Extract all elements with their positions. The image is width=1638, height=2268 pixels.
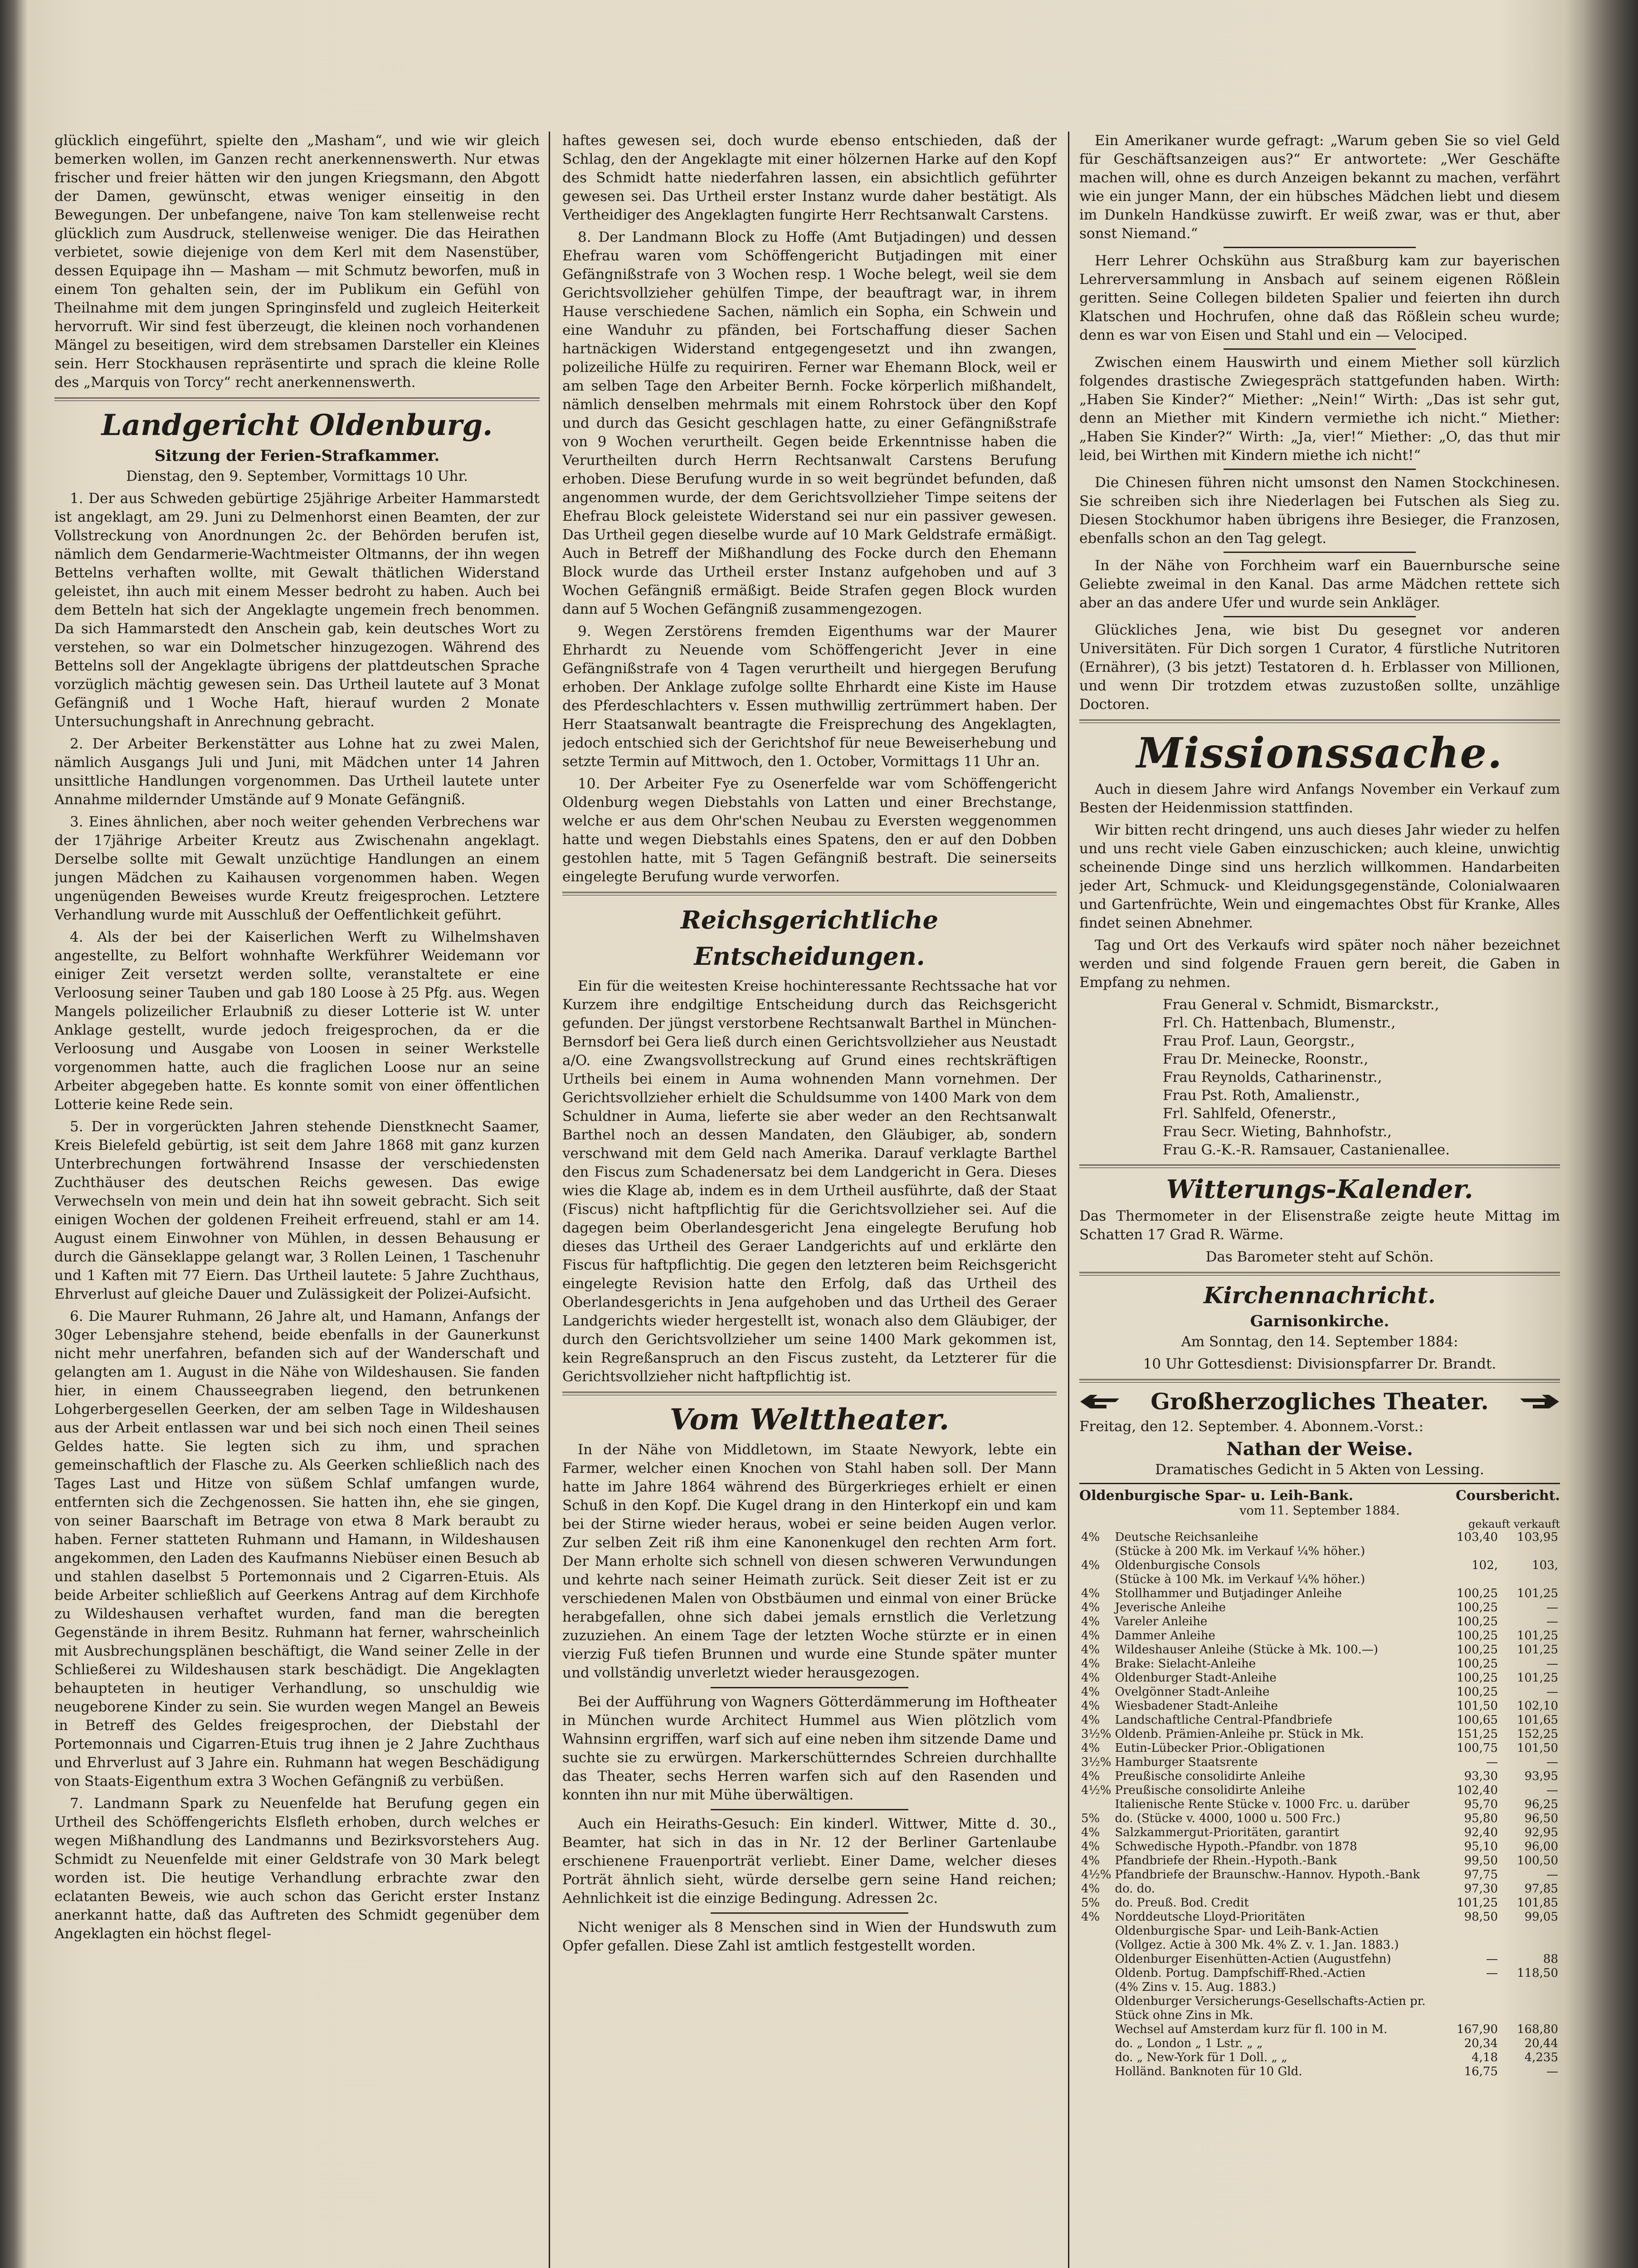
sold-price: — [1546, 1784, 1558, 1797]
address-line: Frau Reynolds, Catharinenstr., [1163, 1069, 1382, 1085]
table-row [1079, 1601, 1560, 1615]
table-row [1079, 1994, 1560, 2023]
security-name: Wiesbadener Stadt-Anleihe [1115, 1699, 1278, 1713]
table-row [1079, 1587, 1560, 1601]
church-service: 10 Uhr Gottesdienst: Divisionspfarrer Dr. Brandt. [1143, 1356, 1497, 1372]
table-row [1079, 2023, 1560, 2037]
column-rule [1068, 132, 1069, 2268]
bought-price [1439, 1994, 1500, 2023]
bought-price: 97,75 [1464, 1868, 1498, 1882]
rate-percent: 4% [1081, 1671, 1100, 1685]
bought-price: 100,25 [1457, 1643, 1498, 1657]
article-text: Die Chinesen führen nicht umsonst den Namen Stockchinesen. Sie schreiben sich ihre Niederlagen bei Futschen als Sieg zu. Diesen Stockhumor haben übrigens ihre Besieger, die Franzosen, ebenfalls schon an den Tag gelegt. [1079, 474, 1560, 547]
sold-price: 101,25 [1517, 1643, 1558, 1657]
article-text: Bei der Aufführung von Wagners Götterdämmerung im Hoftheater in München wurde Architect Hummel aus Wien plötzlich vom Wahnsinn ergriffen, warf sich auf eine neben ihm sitzende Dame und suchte sie zu erwürgen. Markerschütterndes Schreien durchhallte das Theater, sechs Herren warfen sich auf den Rasenden und konnten ihn nur mit Mühe überwältigen. [562, 1694, 1057, 1803]
short-divider [1224, 469, 1416, 470]
bank-name: Oldenburgische Spar- u. Leih-Bank. [1079, 1488, 1354, 1504]
address-line: Frau Secr. Wieting, Bahnhofstr., [1163, 1124, 1392, 1140]
table-row [1079, 1573, 1560, 1587]
address-line: Frau Pst. Roth, Amalienstr., [1163, 1087, 1360, 1104]
table-row [1079, 1966, 1560, 1980]
bought-price [1439, 1545, 1500, 1559]
rate-percent: 4% [1081, 1629, 1100, 1642]
rate-percent [1079, 1545, 1113, 1559]
rate-percent: 4% [1081, 1685, 1100, 1699]
barometer-text: Das Barometer steht auf Schön. [1205, 1249, 1434, 1265]
bought-price: 101,50 [1457, 1699, 1498, 1713]
rate-percent: 4% [1081, 1657, 1100, 1671]
security-name: (Stücke à 200 Mk. im Verkauf ¼% höher.) [1115, 1545, 1365, 1558]
bought-price: 95,80 [1464, 1812, 1498, 1825]
sold-price [1500, 1545, 1560, 1559]
security-name: Oldenb. Prämien-Anleihe pr. Stück in Mk. [1115, 1727, 1364, 1741]
article-text: Zwischen einem Hauswirth und einem Miether soll kürzlich folgendes drastische Zwiegespräch stattgefunden haben. Wirth: „Haben Sie Kinder?“ Miether: „Nein!“ Wirth: „Das ist sehr gut, denn an Miether mit Kindern vermiethe ich nicht.“ Miether: „Haben Sie Kinder?“ Wirth: „Ja, vier!“ Miether: „O, das thut mir leid, bei Wirthen mit Kindern miethe ich nicht!“ [1079, 354, 1560, 464]
church-heading: Kirchennachricht. [1204, 1282, 1436, 1309]
address-line: Frl. Sahlfeld, Ofenerstr., [1163, 1105, 1336, 1122]
column-1 [54, 132, 540, 2268]
rate-percent: 4½% [1081, 1868, 1112, 1882]
theater-header [1079, 1388, 1560, 1415]
sold-price: 96,25 [1524, 1798, 1558, 1811]
case-paragraph: 4. Als der bei der Kaiserlichen Werft zu Wilhelmshaven angestellte, zu Belfort wohnhafte Werkführer Weidemann vor einiger Zeit versetzt werden sollte, veranstaltete er eine Verloosung seiner Tauben und gab 180 Loose à 25 Pfg. aus. Wegen Mangels polizeilicher Erlaubniß zu dieser Lotterie ist W. unter Anklage gestellt, wurde jedoch freigesprochen, da er die Verloosung und Ausgabe von Loosen in seiner Werkstelle vorgenommen hatte, auch die fraglichen Loose nur an seine Arbeiter abgegeben hatte. Es konnte somit von einer öffentlichen Lotterie keine Rede sein. [54, 929, 540, 1113]
security-name: do. (Stücke v. 4000, 1000 u. 500 Frc.) [1115, 1812, 1341, 1825]
rate-percent: 4% [1081, 1910, 1100, 1924]
security-name: do. do. [1115, 1882, 1155, 1896]
sold-price [1500, 1573, 1560, 1587]
sold-price: 96,00 [1524, 1840, 1558, 1853]
bought-price: 20,34 [1464, 2037, 1498, 2050]
security-name: Oldenburger Versicherungs-Gesellschafts-Actien pr. Stück ohne Zins in Mk. [1115, 1994, 1426, 2022]
address-line: Frau G.-K.-R. Ramsauer, Castanienallee. [1163, 1142, 1450, 1158]
sold-price: 97,85 [1524, 1882, 1558, 1896]
column-2 [562, 132, 1057, 2268]
sold-price: 103,95 [1517, 1530, 1558, 1544]
rate-percent: 4% [1081, 1699, 1100, 1713]
section-divider [1079, 1272, 1560, 1276]
security-name: Wechsel auf Amsterdam kurz für fl. 100 in M. [1115, 2023, 1388, 2036]
section-heading: Landgericht Oldenburg. [101, 408, 493, 442]
security-name: Wildeshauser Anleihe (Stücke à Mk. 100.—) [1115, 1643, 1378, 1657]
rate-percent [1079, 1938, 1113, 1952]
theater-date: Freitag, den 12. September. 4. Abonnem.-Vorst.: [1079, 1418, 1424, 1435]
case-paragraph: 10. Der Arbeiter Fye zu Osenerfelde war vom Schöffengericht Oldenburg wegen Diebstahls von Latten und einer Brechstange, welche er aus dem Ohr'schen Neubau zu Eversten weggenommen hatte und wegen Diebstahls eines Spatens, den er auf den Dobben gestohlen hatte, mit 5 Tagen Gefängniß bestraft. Die seinerseits eingelegte Berufung wurde verworfen. [562, 776, 1057, 885]
rate-percent: 4½% [1081, 1784, 1112, 1797]
article-text: In der Nähe von Forchheim warf ein Bauernbursche seine Geliebte zweimal in den Kanal. Das arme Mädchen rettete sich aber an das andere Ufer und wurde sein Ankläger. [1079, 557, 1560, 611]
sold-price: 101,85 [1517, 1896, 1558, 1910]
sold-price: — [1546, 1755, 1558, 1769]
bought-price: 100,25 [1457, 1629, 1498, 1642]
article-text: Herr Lehrer Ochskühn aus Straßburg kam zur bayerischen Lehrerversammlung in Ansbach auf seinem eigenen Rößlein geritten. Seine Collegen bildeten Spalier und feierten ihn durch Klatschen und Hochrufen, ohne daß das Rößlein scheu wurde; denn es war von Eisen und Stahl und ein — Velociped. [1079, 253, 1560, 343]
sold-price: — [1546, 1685, 1558, 1699]
bought-price: 98,50 [1464, 1910, 1498, 1924]
mission-text: Tag und Ort des Verkaufs wird später noch näher bezeichnet werden und sind folgende Frauen gern bereit, die Gaben in Empfang zu nehmen. [1079, 937, 1560, 991]
bought-price [1439, 1938, 1500, 1952]
column-3 [1079, 132, 1560, 2268]
address-line: Frau Dr. Meinecke, Roonstr., [1163, 1051, 1369, 1067]
section-divider [1079, 1164, 1560, 1168]
rate-percent: 4% [1081, 1559, 1100, 1572]
article-text: glücklich eingeführt, spielte den „Masham“, und wie wir gleich bemerken wollen, im Ganzen recht anerkennenswerth. Nur etwas frischer und freier hätten wir den jungen Kriegsmann, den Abgott der Damen, gewünscht, etwas weniger einseitig in den Bewegungen. Der unbefangene, naive Ton kam stellenweise recht glücklich zum Ausdruck, stellenweise weniger. Die das Heirathen verbietet, sowie diejenige von dem Kerl mit dem Nasenstüber, dessen Equipage ihn — Masham — mit Schmutz beworfen, muß in einem Ton gehalten sein, der im Publikum ein Gefühl von Theilnahme mit dem jungen Springinsfeld und zugleich Heiterkeit hervorruft. Wir sind fest überzeugt, die kleinen noch vorhandenen Mängel zu beseitigen, wird dem strebsamen Darsteller ein Kleines sein. Herr Stockhausen repräsentirte und sprach die kleine Rolle des „Marquis von Torcy“ recht anerkennenswerth. [54, 132, 540, 391]
case-paragraph: 3. Eines ähnlichen, aber noch weiter gehenden Verbrechens war der 17jährige Arbeiter Kreutz aus Zwischenahn angeklagt. Derselbe sollte mit Gewalt unzüchtige Handlungen an einem jungen Mädchen zu Kaihausen vorgenommen haben. Wegen ungenügenden Beweises wurde Kreutz freigesprochen. Letztere Verhandlung wurde mit Ausschluß der Oeffentlichkeit geführt. [54, 814, 540, 923]
section-divider [54, 397, 540, 401]
exchange-report-header [1079, 1483, 1560, 1504]
article-text: Ein für die weitesten Kreise hochinteressante Rechtssache hat vor Kurzem ihre endgiltige Entscheidung durch das Reichsgericht gefunden. Der jüngst verstorbene Rechtsanwalt Barthel in München-Bernsdorf bei Gera ließ durch einen Gerichtsvollzieher aus Neustadt a/O. eine Zwangsvollstreckung auf Grund eines rechtskräftigen Urtheils bei einem in Auma wohnenden Mann vornehmen. Der Gerichtsvollzieher erhielt die Schuldsumme von 1400 Mark von dem Schuldner in Auma, lieferte sie aber weder an den Rechtsanwalt Barthel noch an dessen Mandaten, den Gläubiger, ab, sondern verschwand mit dem Geld nach Amerika. Darauf verklagte Barthel den Fiscus zum Schadenersatz bei dem Landgericht in Gera. Dieses wies die Klage ab, indem es in dem Urtheil ausführte, daß der Staat (Fiscus) nicht haftpflichtig für die Gerichtsvollzieher sei. Auf die dagegen beim Oberlandesgericht Jena eingelegte Berufung hob dieses das Urtheil des Geraer Landgerichts auf und erklärte den Fiscus für haftpflichtig. Die gegen den letzteren beim Reichsgericht eingelegte Revision hatte den Erfolg, daß das Urtheil des Oberlandesgerichts in Jena aufgehoben und das Urtheil des Geraer Landgerichts wieder hergestellt ist, wonach also dem Gläubiger, der durch den Gerichtsvollzieher um seine 1400 Mark gekommen ist, kein Regreßanspruch an den Fiscus zusteht, da Letzterer für die Gerichtsvollzieher nicht haftpflichtig ist. [562, 978, 1057, 1385]
rate-percent [1079, 1798, 1113, 1812]
section-heading: Reichsgerichtliche Entscheidungen. [681, 905, 938, 971]
article-text: Nicht weniger als 8 Menschen sind in Wien der Hundswuth zum Opfer gefallen. Diese Zahl ist amtlich festgestellt worden. [562, 1919, 1057, 1954]
bought-price: 93,30 [1464, 1769, 1498, 1783]
bought-price: 95,70 [1464, 1798, 1498, 1811]
security-name: Salzkammergut-Prioritäten, garantirt [1115, 1826, 1339, 1839]
security-name: Eutin-Lübecker Prior.-Obligationen [1115, 1741, 1325, 1755]
sold-price: 20,44 [1524, 2037, 1558, 2050]
security-name: Oldenburgische Consols [1115, 1559, 1260, 1572]
security-name: Stollhammer und Butjadinger Anleihe [1115, 1587, 1342, 1600]
table-row [1079, 1952, 1560, 1966]
bought-price: — [1486, 1966, 1498, 1980]
bought-price: 100,65 [1457, 1713, 1498, 1727]
church-subheading: Garnisonkirche. [1250, 1312, 1389, 1330]
rate-percent [1079, 2023, 1113, 2037]
sold-price [1500, 1938, 1560, 1952]
security-name: Holländ. Banknoten für 10 Gld. [1115, 2065, 1302, 2078]
sold-price: 92,95 [1524, 1826, 1558, 1839]
security-name: Ovelgönner Stadt-Anleihe [1115, 1685, 1270, 1699]
sold-price: 96,50 [1524, 1812, 1558, 1825]
sold-price: — [1546, 1615, 1558, 1628]
table-row [1079, 1741, 1560, 1755]
report-columns-label: gekauft verkauft [1468, 1518, 1560, 1530]
rate-percent [1079, 2051, 1113, 2065]
sold-price [1500, 1924, 1560, 1938]
rate-percent: 5% [1081, 1896, 1100, 1910]
security-name: Pfandbriefe der Rhein.-Hypoth.-Bank [1115, 1854, 1337, 1867]
rate-percent: 5% [1081, 1812, 1100, 1825]
bought-price: — [1486, 1755, 1498, 1769]
rate-percent: 4% [1081, 1882, 1100, 1896]
short-divider [1224, 552, 1416, 553]
sold-price: 4,235 [1524, 2051, 1558, 2064]
article-text: Glückliches Jena, wie bist Du gesegnet vor anderen Universitäten. Für Dich sorgen 1 Curator, 4 fürstliche Nutritoren (Ernährer), (3 bis jetzt) Testatoren d. h. Erblasser von Millionen, und wenn Dir trotzdem etwas zuzustoßen sollte, unzählige Doctoren. [1079, 622, 1560, 713]
sold-price: 152,25 [1517, 1727, 1558, 1741]
bought-price [1439, 1980, 1500, 1994]
bought-price: 100,25 [1457, 1671, 1498, 1685]
security-name: Hamburger Staatsrente [1115, 1755, 1258, 1769]
rate-percent: 3½% [1081, 1755, 1112, 1769]
table-row [1079, 1629, 1560, 1643]
theater-play: Nathan der Weise. [1226, 1438, 1413, 1460]
address-line: Frau Prof. Laun, Georgstr., [1163, 1033, 1355, 1049]
security-name: Preußische consolidirte Anleihe [1115, 1784, 1306, 1797]
case-paragraph: 1. Der aus Schweden gebürtige 25jährige Arbeiter Hammarstedt ist angeklagt, am 29. Juni zu Delmenhorst einen Beamten, der zur Vollstreckung von Anordnungen 2c. der Behörden berufen ist, nämlich dem Gendarmerie-Wachtmeister Oltmanns, der ihn wegen Bettelns verhaften wollte, mit Gewalt thätlichen Widerstand geleistet, ihn auch mit einem Messer bedroht zu haben. Auch bei dem Betteln hat sich der Angeklagte ungemein frech benommen. Da sich Hammarstedt den Anschein gab, kein deutsches Wort zu verstehen, so war ein Dolmetscher hinzugezogen. Während des Bettelns soll der Angeklagte übrigens der plattdeutschen Sprache vorzüglich mächtig gewesen sein. Das Urtheil lautete auf 3 Monat Gefängniß und 1 Woche Haft, hierauf wurden 2 Monate Untersuchungshaft in Anrechnung gebracht. [54, 490, 540, 730]
bought-price: 102, [1472, 1559, 1498, 1572]
sold-price: 88 [1543, 1952, 1558, 1966]
sold-price: 101,65 [1517, 1713, 1558, 1727]
short-divider [1224, 348, 1416, 350]
bought-price: 101,25 [1457, 1896, 1498, 1910]
table-row [1079, 1530, 1560, 1545]
section-divider [1079, 719, 1560, 723]
security-name: Oldenb. Portug. Dampfschiff-Rhed.-Actien [1115, 1966, 1366, 1980]
sold-price: 103, [1532, 1559, 1558, 1572]
mission-heading: Missionssache. [1136, 728, 1503, 777]
sold-price: 101,25 [1517, 1671, 1558, 1685]
case-paragraph: 7. Landmann Spark zu Neuenfelde hat Berufung gegen ein Urtheil des Schöffengerichts Elsfleth erhoben, durch welches er wegen Mißhandlung des Landmanns und Bezirksvorstehers Aug. Schmidt zu Neuenfelde mit einer Geldstrafe von 30 Mark belegt worden ist. Die heutige Verhandlung erbrachte zwar den eclatanten Beweis, wie auch schon das Gericht erster Instanz anerkannt hatte, daß das Auftreten des Schmidt gegenüber dem Angeklagten ein höchst flegel- [54, 1795, 540, 1942]
bought-price: 100,25 [1457, 1657, 1498, 1671]
table-row [1079, 1685, 1560, 1699]
address-line: Frau General v. Schmidt, Bismarckstr., [1163, 997, 1439, 1013]
rate-percent: 4% [1081, 1615, 1100, 1628]
table-row [1079, 1615, 1560, 1629]
bought-price: 167,90 [1457, 2023, 1498, 2036]
rate-percent [1079, 1573, 1113, 1587]
article-text: Auch ein Heiraths-Gesuch: Ein kinderl. Wittwer, Mitte d. 30., Beamter, hat sich in das in Nr. 12 der Berliner Gartenlaube erschienene Frauenporträt verliebt. Einer Dame, welcher dieses Porträt ähnlich sieht, würde derselbe gern seine Hand reichen; Aehnlichkeit ist die einzige Bedingung. Adressen 2c. [562, 1816, 1057, 1906]
table-row [1079, 1980, 1560, 1994]
bought-price [1439, 1924, 1500, 1938]
table-row [1079, 1657, 1560, 1671]
sold-price: 99,05 [1524, 1910, 1558, 1924]
table-row [1079, 1699, 1560, 1713]
sold-price: 101,50 [1517, 1741, 1558, 1755]
security-name: Oldenburgische Spar- und Leih-Bank-Actien [1115, 1924, 1379, 1938]
table-row [1079, 1545, 1560, 1559]
short-divider [1224, 616, 1416, 617]
bought-price: 100,25 [1457, 1685, 1498, 1699]
sold-price: 102,10 [1517, 1699, 1558, 1713]
pointing-hand-left-icon [1079, 1394, 1120, 1409]
table-row [1079, 1812, 1560, 1826]
rate-percent: 4% [1081, 1601, 1100, 1614]
sold-price: 118,50 [1517, 1966, 1558, 1980]
sold-price: — [1546, 1601, 1558, 1614]
security-name: Jeverische Anleihe [1115, 1601, 1226, 1614]
table-row [1079, 1854, 1560, 1868]
security-name: Dammer Anleihe [1115, 1629, 1215, 1642]
short-divider [711, 1912, 908, 1914]
bought-price: 97,30 [1464, 1882, 1498, 1896]
table-row [1079, 2037, 1560, 2051]
table-row [1079, 2065, 1560, 2079]
bought-price: 100,25 [1457, 1587, 1498, 1600]
bought-price: 92,40 [1464, 1826, 1498, 1839]
table-row [1079, 1769, 1560, 1784]
section-divider [562, 892, 1057, 895]
bought-price: 100,25 [1457, 1615, 1498, 1628]
rate-percent: 4% [1081, 1769, 1100, 1783]
table-row [1079, 1896, 1560, 1910]
bought-price: 100,25 [1457, 1601, 1498, 1614]
security-name: Preußische consolidirte Anleihe [1115, 1769, 1306, 1783]
table-row [1079, 2051, 1560, 2065]
case-paragraph: 5. Der in vorgerückten Jahren stehende Dienstknecht Saamer, Kreis Bielefeld gebürtig, ist seit dem Jahre 1868 mit ganz kurzen Unterbrechungen fortwährend Insasse der verschiedensten Zuchthäuser des deutschen Reichs gewesen. Das ewige Verwechseln von mein und dein hat ihn soweit gebracht. Sich seit einigen Wochen der goldenen Freiheit erfreuend, stahl er am 14. August einem Einwohner von Mühlen, in dessen Behausung er durch die Gänseklappe gelangt war, 3 Rollen Leinen, 1 Taschenuhr und 1 Kaften mit 77 Eiern. Das Urtheil lautete: 5 Jahre Zuchthaus, Ehrverlust auf gleiche Dauer und Zulässigkeit der Polizei-Aufsicht. [54, 1119, 540, 1302]
mission-text: Auch in diesem Jahre wird Anfangs November ein Verkauf zum Besten der Heidenmission stattfinden. [1079, 781, 1560, 816]
table-row [1079, 1840, 1560, 1854]
security-name: Pfandbriefe der Braunschw.-Hannov. Hypoth.-Bank [1115, 1868, 1420, 1882]
sold-price: — [1546, 1657, 1558, 1671]
report-date: vom 11. September 1884. [1239, 1504, 1400, 1518]
sold-price [1500, 1994, 1560, 2023]
weather-text: Das Thermometer in der Elisenstraße zeigte heute Mittag im Schatten 17 Grad R. Wärme. [1079, 1208, 1560, 1243]
table-row [1079, 1755, 1560, 1769]
table-row [1079, 1938, 1560, 1952]
newspaper-page [36, 91, 1569, 2268]
security-name: Vareler Anleihe [1115, 1615, 1208, 1628]
exchange-rates-table [1079, 1530, 1560, 2079]
short-divider [711, 1687, 908, 1688]
page-fold-shadow [1584, 0, 1638, 2268]
report-title: Coursbericht. [1455, 1488, 1560, 1504]
section-subheading: Sitzung der Ferien-Strafkammer. [154, 447, 440, 465]
theater-description: Dramatisches Gedicht in 5 Akten von Lessing. [1155, 1461, 1484, 1478]
table-row [1079, 1559, 1560, 1573]
security-name: Oldenburger Stadt-Anleihe [1115, 1671, 1277, 1685]
rate-percent [1079, 1980, 1113, 1994]
rate-percent [1079, 2065, 1113, 2079]
table-row [1079, 1910, 1560, 1924]
security-name: Italienische Rente Stücke v. 1000 Frc. u. darüber [1115, 1798, 1410, 1811]
table-row [1079, 1727, 1560, 1741]
bought-price: 16,75 [1464, 2065, 1498, 2078]
table-row [1079, 1924, 1560, 1938]
sold-price: 168,80 [1517, 2023, 1558, 2036]
weather-heading: Witterungs-Kalender. [1166, 1174, 1473, 1204]
rate-percent [1079, 1952, 1113, 1966]
article-text: Ein Amerikaner wurde gefragt: „Warum geben Sie so viel Geld für Geschäftsanzeigen aus?“ Er antwortete: „Wer Geschäfte machen will, ohne es durch Anzeigen bekannt zu machen, verfährt wie ein junger Mann, der ein hübsches Mädchen liebt und diesem im Dunkeln Handküsse zuwirft. Er weiß zwar, was er thut, aber sonst Niemand.“ [1079, 132, 1560, 242]
sold-price: 101,25 [1517, 1629, 1558, 1642]
exchange-rates-body [1079, 1530, 1560, 2079]
session-date: Dienstag, den 9. September, Vormittags 10 Uhr. [126, 468, 468, 484]
rate-percent: 3½% [1081, 1727, 1112, 1741]
rate-percent: 4% [1081, 1713, 1100, 1727]
table-row [1079, 1671, 1560, 1685]
church-date: Am Sonntag, den 14. September 1884: [1181, 1334, 1458, 1350]
mission-text: Wir bitten recht dringend, uns auch dieses Jahr wieder zu helfen und uns recht viele Gaben einzuschicken; auch kleine, unwichtig scheinende Dinge sind uns herzlich willkommen. Handarbeiten jeder Art, Schmuck- und Kleidungsgegenstände, Colonialwaaren und Gartenfrüchte, Wein und eingemachtes Obst für Kranke, Alles findet seinen Abnehmer. [1079, 822, 1560, 931]
rate-percent: 4% [1081, 1741, 1100, 1755]
section-divider [562, 1392, 1057, 1395]
bought-price: 4,18 [1472, 2051, 1498, 2064]
security-name: do. Preuß. Bod. Credit [1115, 1896, 1249, 1910]
case-paragraph: 8. Der Landmann Block zu Hoffe (Amt Butjadingen) und dessen Ehefrau waren vom Schöffengericht Butjadingen mit einer Gefängnißstrafe von 3 Wochen resp. 1 Woche belegt, weil sie dem Gerichtsvollzieher gehülfen Timpe, der beauftragt war, in ihrem Hause verschiedene Sachen, nämlich ein Sopha, ein Schwein und eine Wanduhr zu pfänden, bei Fortschaffung dieser Sachen hartnäckigen Widerstand entgegengesetzt und ihn zwangen, polizeiliche Hülfe zu requiriren. Ferner war Ehemann Block, weil er am selben Tage den Arbeiter Bernh. Focke körperlich mißhandelt, nämlich denselben mehrmals mit einem Rohrstock über den Kopf und durch das Gesicht geschlagen hatte, zu einer Gefängnißstrafe von 9 Wochen verurtheilt. Gegen beide Erkenntnisse haben die Verurtheilten durch Herrn Rechtsanwalt Carstens Berufung erhoben. Diese Berufung wurde in so weit begründet befunden, daß angenommen wurde, der dem Gerichtsvollzieher Timpe seitens der Ehefrau Block geleistete Widerstand sei nur ein passiver gewesen. Das Urtheil gegen dieselbe wurde auf 10 Mark Geldstrafe ermäßigt. Auch in Betreff der Mißhandlung des Focke durch den Ehemann Block wurde das Urtheil erster Instanz aufgehoben und auf 3 Wochen Gefängniß ermäßigt. Beide Strafen gegen Block wurden dann auf 5 Wochen Gefängniß zusammengezogen. [562, 229, 1057, 617]
sold-price: 101,25 [1517, 1587, 1558, 1600]
section-heading: Vom Welttheater. [669, 1403, 950, 1437]
security-name: Norddeutsche Lloyd-Prioritäten [1115, 1910, 1305, 1924]
address-line: Frl. Ch. Hattenbach, Blumenstr., [1163, 1015, 1396, 1031]
sold-price: 93,95 [1524, 1769, 1558, 1783]
bought-price: 102,40 [1457, 1784, 1498, 1797]
short-divider [1224, 247, 1416, 248]
table-row [1079, 1868, 1560, 1882]
sold-price: 100,50 [1517, 1854, 1558, 1867]
case-paragraph: haftes gewesen sei, doch wurde ebenso entschieden, daß der Schlag, den der Angeklagte mit einer hölzernen Harke auf den Kopf des Schmidt hatte niederfahren lassen, ein absichtlich geführter gewesen sei. Das Urtheil erster Instanz wurde daher bestätigt. Als Vertheidiger des Angeklagten fungirte Herr Rechtsanwalt Carstens. [562, 132, 1057, 223]
table-row [1079, 1798, 1560, 1812]
rate-percent [1079, 1966, 1113, 1980]
security-name: Oldenburger Eisenhütten-Actien (Augustfehn) [1115, 1952, 1391, 1966]
theater-title: Großherzogliches Theater. [1150, 1388, 1489, 1415]
table-row [1079, 1713, 1560, 1727]
rate-percent [1079, 1994, 1113, 2023]
security-name: (Vollgez. Actie à 300 Mk. 4% Z. v. 1. Jan. 1883.) [1115, 1938, 1399, 1952]
security-name: Deutsche Reichsanleihe [1115, 1530, 1258, 1544]
sold-price [1500, 1980, 1560, 1994]
table-row [1079, 1643, 1560, 1657]
security-name: do. „ New-York für 1 Doll. „ „ [1115, 2051, 1287, 2064]
rate-percent: 4% [1081, 1587, 1100, 1600]
rate-percent: 4% [1081, 1840, 1100, 1853]
rate-percent [1079, 1924, 1113, 1938]
bought-price: 100,75 [1457, 1741, 1498, 1755]
security-name: Schwedische Hypoth.-Pfandbr. von 1878 [1115, 1840, 1357, 1853]
rate-percent: 4% [1081, 1643, 1100, 1657]
bought-price: 103,40 [1457, 1530, 1498, 1544]
rate-percent: 4% [1081, 1854, 1100, 1867]
address-list [1079, 996, 1560, 1159]
table-row [1079, 1882, 1560, 1896]
case-paragraph: 2. Der Arbeiter Berkenstätter aus Lohne hat zu zwei Malen, nämlich Ausgangs Juli und Juni, mit Mädchen unter 14 Jahren unsittliche Handlungen vorgenommen. Das Urtheil lautete unter Annahme mildernder Umstände auf 9 Monate Gefängniß. [54, 736, 540, 808]
security-name: do. „ London „ 1 Lstr. „ „ [1115, 2037, 1263, 2050]
sold-price: — [1546, 1868, 1558, 1882]
article-text: In der Nähe von Middletown, im Staate Newyork, lebte ein Farmer, welcher einen Knochen von Stahl haben soll. Der Mann hatte im Jahre 1864 während des Bürgerkrieges erhielt er einen Schuß in den Kopf. Die Kugel drang in den Hinterkopf ein und kam bei der Stirne wieder heraus, wobei er seine beiden Augen verlor. Zur selben Zeit riß ihm eine Kanonenkugel den rechten Arm fort. Der Mann erholte sich schnell von diesen schweren Verwundungen und kehrte nach seiner Heimath zurück. Seit dieser Zeit ist er zu verschiedenen Malen von Obstbäumen und einmal von einer Brücke herabgefallen, ohne sich dabei jemals ernstlich die Verletzung zuzuziehen. An einem Tage der letzten Woche stürzte er in einen vierzig Fuß tiefen Brunnen und wurde eine Stunde später munter und vollständig unverletzt wieder herausgezogen. [562, 1442, 1057, 1681]
table-row [1079, 1784, 1560, 1798]
rate-percent [1079, 2037, 1113, 2051]
bought-price: 99,50 [1464, 1854, 1498, 1867]
security-name: Landschaftliche Central-Pfandbriefe [1115, 1713, 1332, 1727]
rate-percent: 4% [1081, 1530, 1100, 1544]
pointing-hand-right-icon [1519, 1394, 1560, 1409]
bought-price: — [1486, 1952, 1498, 1966]
security-name: (Stücke à 100 Mk. im Verkauf ¼% höher.) [1115, 1573, 1365, 1586]
table-row [1079, 1826, 1560, 1840]
case-paragraph: 6. Die Maurer Ruhmann, 26 Jahre alt, und Hamann, Anfangs der 30ger Lebensjahre stehend, beide ebenfalls in der Gaunerkunst nicht mehr unerfahren, befanden sich auf der Wanderschaft und gelangten am 1. August in die Nähe von Wildeshausen. Sie fanden hier, in einem Chausseegraben liegend, den betrunkenen Lohgerbergesellen Geerken, der am selben Tage in Wildeshausen aus der Arbeit entlassen war und bei sich noch einen Theil seines Geldes hatte. Sie legten sich zu ihm, und sprachen gemeinschaftlich der Flasche zu. Als Geerken schließlich nach des Tages Last und Hitze von süßem Schlaf umfangen wurde, entfernten sich die Zechgenossen. Sie hatten ihn, ehe sie gingen, von seiner Baarschaft im Betrage von etwa 8 Mark beraubt zu haben. Ferner statteten Ruhmann und Hamann, in Wildeshausen angekommen, den Laden des Kaufmanns Niebüser einen Besuch ab und stahlen daselbst 5 Portemonnais und 2 Cigarren-Etuis. Als beide Arbeiter schließlich auf Geerkens Antrag auf dem Kirchhofe zu Wildeshausen verhaftet wurden, fand man die beregten Gegenstände in ihrem Besitz. Ruhmann hat ferner, wahrscheinlich mit Ausbrechungsplänen beschäftigt, die Wand seiner Zelle in der Schließerei zu Wildeshausen stark beschädigt. Die Angeklagten behaupteten in heutiger Verhandlung, so unschuldig wie neugeborene Kinder zu sein. Sie wurden wegen Mangel an Beweis in Betreff des Geldes freigesprochen, der Diebstahl der Portemonnais und Cigarren-Etuis trug ihnen je 2 Jahre Zuchthaus und Ehrverlust auf 3 Jahre ein. Ruhmann hat wegen Beschädigung von Staats-Eigenthum extra 3 Wochen Gefängniß zu verbüßen. [54, 1308, 540, 1789]
rate-percent: 4% [1081, 1826, 1100, 1839]
column-rule [549, 132, 550, 2268]
bought-price: 151,25 [1457, 1727, 1498, 1741]
case-paragraph: 9. Wegen Zerstörens fremden Eigenthums war der Maurer Ehrhardt zu Neuende vom Schöffengericht Jever in eine Gefängnißstrafe von 4 Tagen verurtheilt und hiergegen Berufung erhoben. Der Anklage zufolge sollte Ehrhardt eine Kiste im Hause des Pferdeschlachters v. Essen muthwillig zertrümmert haben. Der Herr Staatsanwalt beantragte die Freisprechung des Angeklagten, jedoch entschied sich der Gerichtshof für neue Beweiserhebung und setzte Termin auf Mittwoch, den 1. October, Vormittags 11 Uhr an. [562, 623, 1057, 770]
section-divider [1079, 1379, 1560, 1383]
bought-price [1439, 1573, 1500, 1587]
bought-price: 95,10 [1464, 1840, 1498, 1853]
short-divider [711, 1809, 908, 1810]
security-name: Brake: Sielacht-Anleihe [1115, 1657, 1256, 1671]
sold-price: — [1546, 2065, 1558, 2078]
security-name: (4% Zins v. 15. Aug. 1883.) [1115, 1980, 1276, 1994]
